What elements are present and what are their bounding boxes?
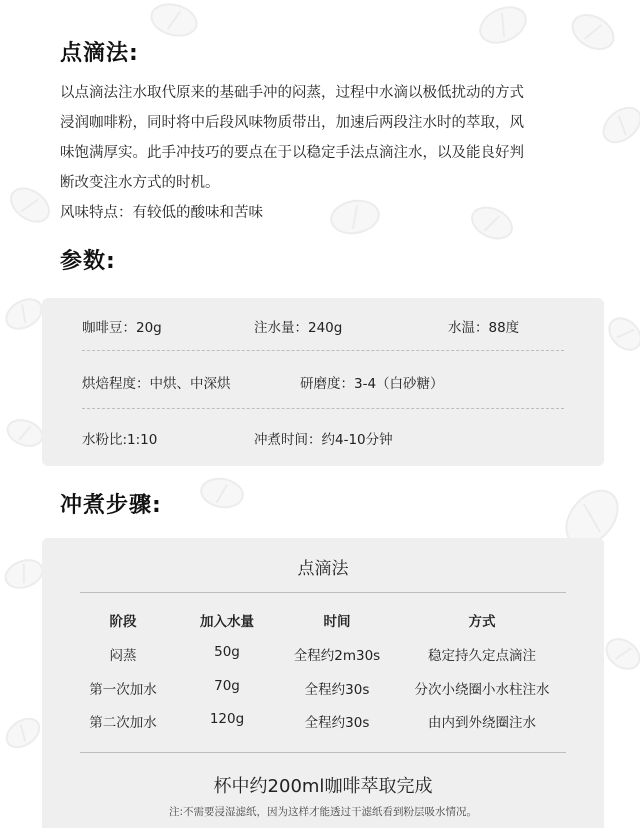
table-cell: 稳定持久定点滴注 [428, 648, 536, 664]
param-row [82, 410, 564, 466]
description-paragraph [60, 78, 580, 228]
param-beans: 咖啡豆：20g [82, 320, 162, 336]
bean-decoration [602, 311, 640, 358]
bean-decoration [0, 554, 47, 594]
bean-decoration [565, 7, 621, 58]
table-cell: 由内到外绕圈注水 [428, 715, 536, 731]
paragraph-line: 味饱满厚实。此手冲技巧的要点在于以稳定手法点滴注水，以及能良好判 [60, 145, 524, 161]
table-header: 加入水量 [200, 614, 254, 630]
table-cell: 120g [209, 711, 245, 727]
paragraph-line: 断改变注水方式的时机。 [60, 175, 220, 191]
param-row [82, 354, 564, 410]
paragraph-line: 以点滴法注水取代原来的基础手冲的闷蒸，过程中水滴以极低扰动的方式 [60, 85, 524, 101]
divider [82, 350, 564, 351]
divider [82, 408, 564, 409]
bean-decoration [198, 474, 247, 511]
bean-decoration [596, 99, 640, 150]
param-time: 冲煮时间：约4-10分钟 [254, 432, 393, 448]
table-cell: 闷蒸 [109, 648, 137, 664]
section-title-parameters: 参数: [60, 249, 116, 274]
table-header: 方式 [468, 614, 496, 630]
section-title-drip-method: 点滴法: [60, 41, 139, 66]
table-cell: 50g [214, 644, 240, 660]
bean-decoration [599, 632, 640, 677]
table-cell: 70g [214, 678, 240, 694]
param-grind: 研磨度：3-4（白砂糖） [300, 376, 444, 392]
table-cell: 第二次加水 [89, 715, 157, 731]
table-cell: 全程约30s [304, 715, 370, 731]
divider [80, 752, 566, 753]
param-temp: 水温：88度 [448, 320, 520, 336]
divider [80, 592, 566, 593]
param-water: 注水量：240g [254, 320, 343, 336]
result-text: 杯中约200ml咖啡萃取完成 [213, 776, 433, 797]
bean-decoration [147, 0, 202, 42]
table-cell: 第一次加水 [89, 682, 157, 698]
parameters-card [42, 298, 604, 466]
table-header: 时间 [323, 614, 351, 630]
paragraph-line: 浸润咖啡粉，同时将中后段风味物质带出，加速后两段注水时的萃取，风 [60, 115, 524, 131]
table-cell: 全程约30s [304, 682, 370, 698]
brewing-table-card [42, 538, 604, 828]
param-roast: 烘焙程度：中烘、中深烘 [82, 376, 231, 392]
table-cell: 分次小绕圈小水柱注水 [414, 682, 550, 698]
param-row [82, 298, 564, 354]
table-header: 阶段 [109, 614, 137, 630]
table-cell: 全程约2m30s [293, 648, 381, 664]
bean-decoration [0, 711, 46, 754]
table-title: 点滴法 [297, 559, 349, 579]
bean-decoration [3, 414, 48, 451]
bean-decoration [3, 180, 56, 230]
section-title-brewing-steps: 冲煮步骤: [60, 493, 162, 518]
footnote: 注:不需要浸湿滤纸，因为这样才能透过干滤纸看到粉层吸水情况。 [168, 806, 478, 818]
bean-decoration [473, 0, 533, 51]
flavor-line: 风味特点：有较低的酸味和苦味 [60, 205, 263, 221]
param-ratio: 水粉比:1:10 [82, 432, 158, 448]
